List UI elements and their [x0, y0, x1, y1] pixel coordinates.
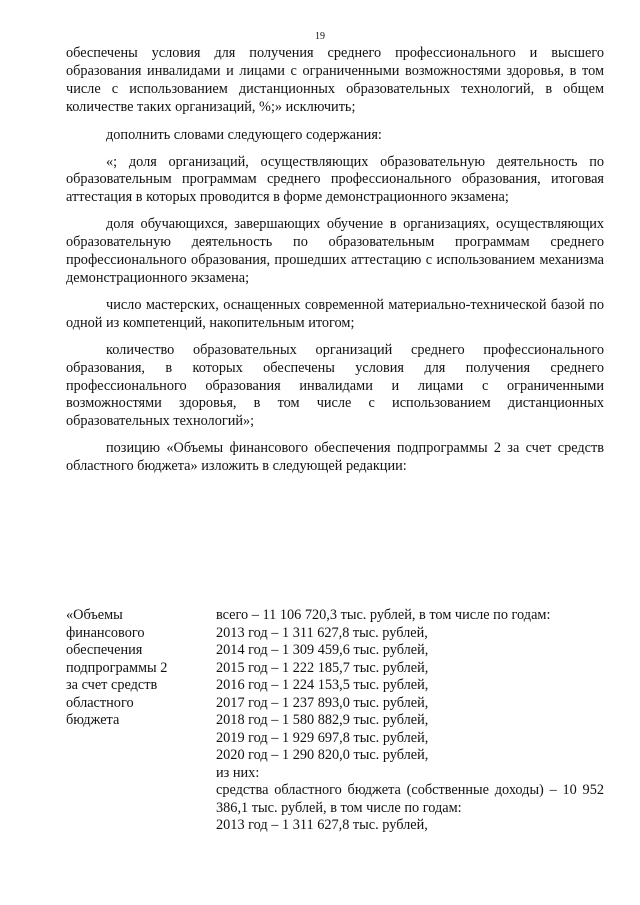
label-line: подпрограммы 2	[66, 659, 168, 676]
year-amount: 2014 год – 1 309 459,6 тыс. рублей,	[216, 642, 429, 658]
paragraph-6: количество образовательных организаций среднего профессионального образования, в которых обеспечены условия для получения среднего профессионального образования инвалидами и лицами с ограниченными возможностями здоровья, в том числе с использованием дистанционных образовательных технологий»;	[66, 341, 604, 430]
label-line: бюджета	[66, 712, 120, 728]
paragraph-3: «; доля организаций, осуществляющих образовательную деятельность по образовательным программам среднего профессионального образования, итоговая аттестация в которых проводится в форме демонстрационного экзамена;	[66, 153, 604, 206]
year-amount: 2015 год – 1 222 185,7 тыс. рублей,	[216, 659, 429, 676]
year-amount: 2018 год – 1 580 882,9 тыс. рублей,	[216, 712, 429, 728]
label-line: областного	[66, 694, 134, 711]
label-line: финансового	[66, 624, 145, 641]
paragraph-7: позицию «Объемы финансового обеспечения подпрограммы 2 за счет средств областного бюджета» изложить в следующей редакции:	[66, 440, 604, 475]
financing-table-label	[66, 607, 206, 730]
year-amount: 2017 год – 1 237 893,0 тыс. рублей,	[216, 694, 429, 711]
year-amount: 2013 год – 1 311 627,8 тыс. рублей,	[216, 624, 428, 641]
financing-table-values	[216, 607, 604, 835]
paragraph-4: доля обучающихся, завершающих обучение в организациях, осуществляющих образовательную деятельность по образовательным программам среднего профессионального образования, прошедших аттестацию с использованием механизма демонстрационного экзамена;	[66, 216, 604, 286]
page-number: 19	[315, 31, 325, 42]
label-line: обеспечения	[66, 642, 143, 658]
of-them-label: из них:	[216, 764, 260, 781]
year-amount: 2020 год – 1 290 820,0 тыс. рублей,	[216, 747, 429, 763]
paragraph-2: дополнить словами следующего содержания:	[106, 126, 382, 143]
total-amount: всего – 11 106 720,3 тыс. рублей, в том числе по годам:	[216, 607, 551, 623]
year-amount: 2013 год – 1 311 627,8 тыс. рублей,	[216, 817, 428, 833]
paragraph-1: обеспечены условия для получения среднего профессионального и высшего образования инвалидами и лицами с ограниченными возможностями здоровья, в том числе с использованием дистанционных образовательных технологий, в общем количестве таких организаций, %;» исключить;	[66, 45, 604, 115]
year-amount: 2016 год – 1 224 153,5 тыс. рублей,	[216, 677, 429, 693]
year-amount: 2019 год – 1 929 697,8 тыс. рублей,	[216, 729, 429, 746]
own-funds-amount: средства областного бюджета (собственные доходы) – 10 952 386,1 тыс. рублей, в том числе по годам:	[216, 782, 604, 816]
document-body	[66, 45, 604, 476]
label-line: «Объемы	[66, 607, 123, 623]
label-line: за счет средств	[66, 677, 158, 693]
paragraph-5: число мастерских, оснащенных современной материально-технической базой по одной из компетенций, накопительным итогом;	[66, 296, 604, 331]
